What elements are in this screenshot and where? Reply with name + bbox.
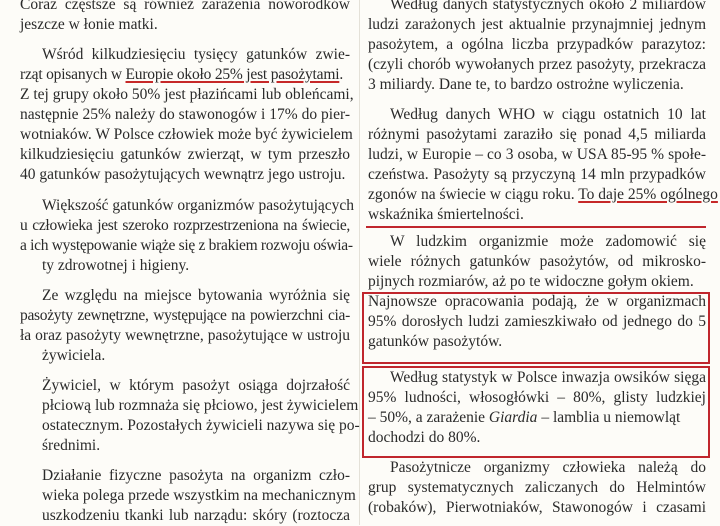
text-line-highlight: rząt opisanych w Europie około 25% jest pasożytami.	[20, 66, 343, 83]
text-line: (czyli chorób wywołanych przez pasożyty, przekracza	[368, 56, 706, 73]
text-line: dochodzi do 80%.	[368, 429, 481, 446]
text-line: pijnych rozmiarów, aż po te widoczne gołym okiem.	[368, 273, 694, 290]
text-line: ludzi, w Europie – co 3 osoba, w USA 85-95 % społe-	[368, 146, 706, 163]
text-line: Według danych statystycznych około 2 miliardów	[390, 0, 706, 13]
text-line: Pasożytnicze organizmy człowieka należą do	[390, 459, 706, 476]
text-line: uszkodzeniu tkanki lub narządu: skóry (roztocza	[42, 507, 350, 524]
text-line: a ich występowanie wiąże się z brakiem rozwoju oświa-	[20, 237, 353, 254]
text-line: kilkudziesięciu gatunków zwierząt, w tym przeszło	[20, 146, 350, 163]
text-line: jeszcze w łonie matki.	[20, 16, 158, 33]
text-line: wiele różnych gatunków pasożytów, od mikrosko-	[368, 253, 706, 270]
text-line: 95% dorosłych ludzi zamieszkiwało od jednego do 5	[368, 313, 706, 330]
text-line: gatunków pasożytów.	[368, 333, 503, 350]
text-line: wskaźnika śmiertelności.	[368, 206, 524, 223]
text-line: Żywiciel, w którym pasożyt osiąga dojrzałość	[42, 377, 350, 394]
text-line: pasożyty zewnętrzne, występujące na powierzchni cia-	[20, 307, 350, 324]
text-line: średnimi.	[42, 437, 101, 454]
text-line-italic: – 50%, a zarażenie Giardia – lamblia u niemowląt	[368, 409, 681, 426]
text-line: W ludzkim organizmie może zadomowić się	[390, 233, 706, 250]
text-line: następnie 25% należy do stawonogów i 17% do pier-	[20, 106, 350, 123]
text-line: ludzi zarażonych jest aktualnie przynajmniej jednym	[368, 16, 706, 33]
text-line: pasożytem, a ogólna liczba przypadków parazytoz:	[368, 36, 706, 53]
text-line: płciową lub rozmnaża się płciowo, jest żywicielem	[42, 397, 359, 414]
text-line: Coraz częstsze są również zarażenia noworodków	[20, 0, 350, 13]
text-line: 95% ludności, włosogłówki – 80%, glisty ludzkiej	[368, 389, 706, 406]
text-line: ty zdrowotnej i higieny.	[42, 257, 190, 274]
text-line: czeństwa. Pasożyty są przyczyną 14 mln przypadków	[368, 166, 706, 183]
text-line: Według statystyk w Polsce inwazja owsików sięga	[390, 369, 706, 386]
text-line: ostatecznym. Pozostałych żywicieli nazywa się po-	[42, 417, 360, 434]
text-line: Według danych WHO w ciągu ostatnich 10 lat	[390, 106, 706, 123]
red-separator-line	[366, 226, 706, 228]
highlight-underline: To daje 25% ogólnego	[578, 186, 718, 203]
text-line: wotniaków. W Polsce człowiek może być żywicielem	[20, 126, 353, 143]
text-line: Działanie fizyczne pasożyta na organizm czło-	[42, 467, 350, 484]
text-line: Większość gatunków organizmów pasożytujących	[42, 197, 355, 214]
text-line: Wśród kilkudziesięciu tysięcy gatunków zwie-	[42, 46, 350, 63]
text-line: Ze względu na miejsce bytowania wyróżnia się	[42, 287, 350, 304]
text-line: ła oraz pasożyty wewnętrzne, pasożytujące w ustroju	[20, 327, 350, 344]
text-line: u człowieka jest szeroko rozprzestrzeniona na świecie,	[20, 217, 350, 234]
text-line: wieka polega przede wszystkim na mechanicznym	[42, 487, 356, 504]
text-line: Z tej grupy około 50% jest płazińcami lub obleńcami,	[20, 86, 354, 103]
column-gutter	[359, 0, 360, 525]
text-line-highlight: zgonów na świecie w ciągu roku. To daje 25% ogólnego	[368, 186, 718, 203]
text-line: Najnowsze opracowania podają, że w organizmach	[368, 293, 706, 310]
text-line: grup systematycznych zaliczanych do Helmintów	[368, 479, 706, 496]
text-line: 40 gatunków pasożytujących wewnątrz jego ustroju.	[20, 166, 346, 183]
highlight-underline: Europie około 25% jest pasożytami	[125, 66, 340, 83]
text-line: różnymi pasożytami zaraziło się ponad 4,5 miliarda	[368, 126, 706, 143]
text-line: żywiciela.	[42, 347, 106, 364]
text-line: (robaków), Pierwotniaków, Stawonogów i czasami	[368, 499, 706, 516]
text-line: 3 miliardy. Dane te, to bardzo ostrożne wyliczenia.	[368, 76, 684, 93]
